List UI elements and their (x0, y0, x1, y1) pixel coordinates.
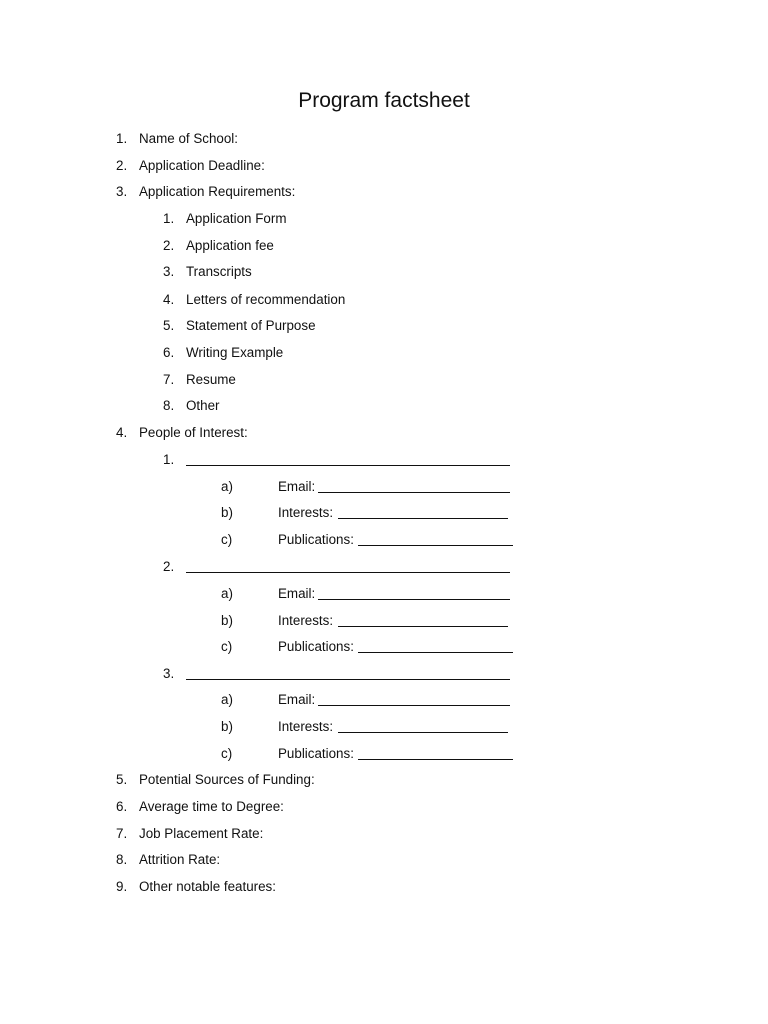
person-field-publications (221, 530, 516, 550)
item-label: Other (186, 398, 220, 413)
person-entry (163, 450, 513, 470)
field-letter: c) (221, 639, 233, 654)
field-letter: a) (221, 692, 233, 707)
item-label: Application fee (186, 238, 274, 253)
requirement-item (163, 236, 463, 256)
field-letter: b) (221, 613, 233, 628)
item-number: 4. (163, 292, 175, 307)
list-item-funding (116, 770, 416, 790)
item-number: 1. (163, 452, 175, 467)
item-label: Attrition Rate: (139, 852, 221, 867)
item-number: 2. (116, 158, 128, 173)
page-title: Program factsheet (298, 89, 470, 112)
item-number: 7. (163, 372, 175, 387)
item-label: Name of School: (139, 131, 238, 146)
field-blank-line (318, 705, 510, 706)
field-label: Email: (278, 692, 316, 707)
list-item-people-of-interest (116, 423, 416, 443)
field-blank-line (338, 732, 508, 733)
item-number: 1. (163, 211, 175, 226)
item-label: People of Interest: (139, 425, 248, 440)
item-number: 8. (116, 852, 128, 867)
requirement-item (163, 316, 463, 336)
item-label: Application Requirements: (139, 184, 296, 199)
requirement-item (163, 290, 463, 310)
requirement-item (163, 209, 463, 229)
item-label: Application Form (186, 211, 287, 226)
item-label: Potential Sources of Funding: (139, 772, 315, 787)
field-label: Interests: (278, 719, 334, 734)
field-letter: b) (221, 505, 233, 520)
requirement-item (163, 370, 463, 390)
field-blank-line (358, 545, 513, 546)
field-label: Interests: (278, 613, 334, 628)
person-field-publications (221, 744, 516, 764)
item-number: 2. (163, 238, 175, 253)
name-blank-line (186, 572, 510, 573)
item-number: 3. (163, 666, 175, 681)
list-item-notable-features (116, 877, 416, 897)
item-number: 1. (116, 131, 128, 146)
name-blank-line (186, 465, 510, 466)
field-letter: a) (221, 479, 233, 494)
person-field-interests (221, 717, 516, 737)
item-label: Other notable features: (139, 879, 276, 894)
item-number: 4. (116, 425, 128, 440)
field-blank-line (338, 518, 508, 519)
field-blank-line (358, 759, 513, 760)
person-field-publications (221, 637, 516, 657)
item-label: Application Deadline: (139, 158, 265, 173)
field-letter: b) (221, 719, 233, 734)
field-letter: c) (221, 746, 233, 761)
field-label: Email: (278, 479, 316, 494)
name-blank-line (186, 679, 510, 680)
field-blank-line (338, 626, 508, 627)
item-number: 7. (116, 826, 128, 841)
field-letter: a) (221, 586, 233, 601)
item-number: 5. (116, 772, 128, 787)
item-label: Transcripts (186, 264, 252, 279)
item-label: Average time to Degree: (139, 799, 284, 814)
requirement-item (163, 396, 463, 416)
item-label: Statement of Purpose (186, 318, 316, 333)
field-letter: c) (221, 532, 233, 547)
item-number: 6. (116, 799, 128, 814)
person-field-email (221, 584, 516, 604)
item-number: 3. (163, 264, 175, 279)
field-label: Publications: (278, 532, 354, 547)
list-item-attrition-rate (116, 850, 416, 870)
item-number: 3. (116, 184, 128, 199)
field-label: Publications: (278, 746, 354, 761)
field-blank-line (358, 652, 513, 653)
item-number: 9. (116, 879, 128, 894)
field-label: Email: (278, 586, 316, 601)
item-number: 5. (163, 318, 175, 333)
person-field-email (221, 690, 516, 710)
field-blank-line (318, 492, 510, 493)
item-label: Writing Example (186, 345, 284, 360)
requirement-item (163, 343, 463, 363)
item-number: 6. (163, 345, 175, 360)
item-number: 2. (163, 559, 175, 574)
list-item-name-of-school (116, 129, 416, 149)
person-entry (163, 664, 513, 684)
field-label: Publications: (278, 639, 354, 654)
item-label: Letters of recommendation (186, 292, 346, 307)
person-entry (163, 557, 513, 577)
item-number: 8. (163, 398, 175, 413)
item-label: Job Placement Rate: (139, 826, 264, 841)
list-item-time-to-degree (116, 797, 416, 817)
requirement-item (163, 262, 463, 282)
field-label: Interests: (278, 505, 334, 520)
person-field-email (221, 477, 516, 497)
list-item-application-requirements (116, 182, 416, 202)
person-field-interests (221, 611, 516, 631)
list-item-application-deadline (116, 156, 416, 176)
person-field-interests (221, 503, 516, 523)
field-blank-line (318, 599, 510, 600)
list-item-job-placement (116, 824, 416, 844)
item-label: Resume (186, 372, 236, 387)
